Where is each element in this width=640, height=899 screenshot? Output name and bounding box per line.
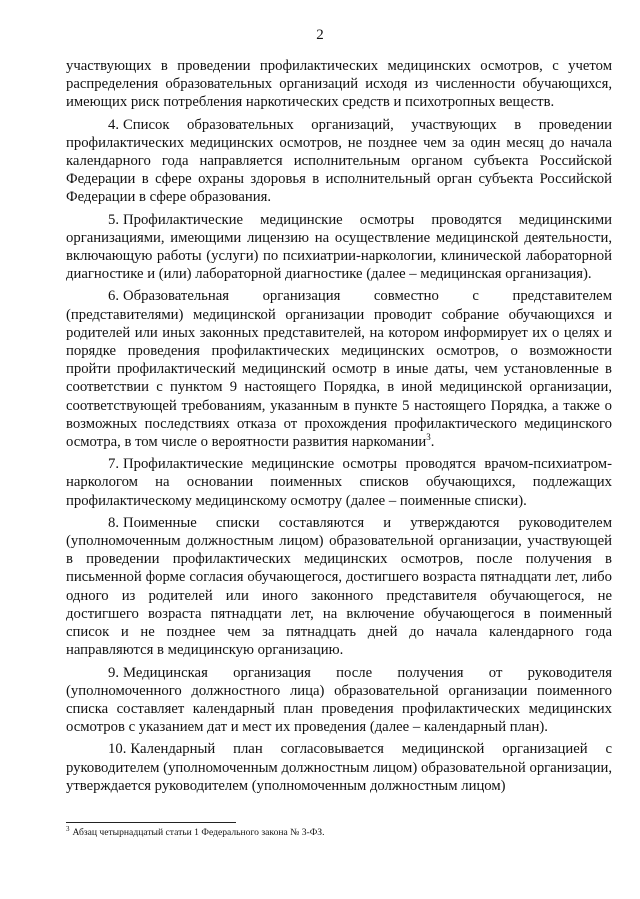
paragraph-number: 10.: [108, 741, 127, 758]
paragraph-4: [66, 116, 612, 207]
paragraph-8: [66, 514, 612, 660]
document-body: [66, 57, 612, 795]
paragraph-text: Образовательная организация совместно с представителем (представителями) медицинской организации проводит собрание обучающихся и родителей или иных законных представителей, на котором информирует их о целях и порядке проведения профилактических медицинских осмотров, о возможности пройти профилактический медицинский осмотр в иные даты, чем установленные в соответствии с пунктом 9 настоящего Порядка, в иной медицинской организации, соответствующей требованиям, указанным в пункте 5 настоящего Порядка, а также о возможных последствиях отказа от прохождения профилактического медицинского осмотра, в том числе о вероятности развития наркомании: [66, 288, 612, 451]
paragraph-text: Профилактические медицинские осмотры проводятся медицинскими организациями, имеющими лицензию на осуществление медицинской деятельности, включающую работы (услуги) по психиатрии-наркологии, клинической лабораторной диагностике и (или) лабораторной диагностике (далее – медицинская организация).: [66, 211, 612, 283]
paragraph-10: [66, 740, 612, 795]
footnote-reference[interactable]: 3: [426, 432, 431, 443]
footnote-text: Абзац четырнадцатый статьи 1 Федерального закона № 3-ФЗ.: [72, 827, 325, 838]
footnote: [66, 824, 612, 839]
paragraph-7: [66, 455, 612, 510]
paragraph-text: Поименные списки составляются и утверждаются руководителем (уполномоченным должностным лицом) образовательной организации, участвующей в проведении профилактических медицинских осмотров, после получения в письменной форме согласия обучающегося, достигшего возраста пятнадцати лет, либо одного из родителей или иного законного представителя обучающегося, не достигшего возраста пятнадцати лет, на включение обучающегося в поименный список и не позднее чем за пятнадцать дней до начала календарного года направляются в медицинскую организацию.: [66, 514, 612, 659]
paragraph-number: 6.: [108, 288, 120, 305]
paragraph-number: 7.: [108, 456, 120, 473]
paragraph-text: Список образовательных организаций, участвующих в проведении профилактических медицинских осмотров, не позднее чем за один месяц до начала календарного года направляется исполнительным органом субъекта Российской Федерации в сфере охраны здоровья в исполнительный орган субъекта Российской Федерации в сфере образования.: [66, 116, 612, 206]
paragraph-text: Календарный план согласовывается медицинской организацией с руководителем (уполномоченным должностным лицом) образовательной организации, утверждается руководителем (уполномоченным должностным лицом): [66, 741, 612, 794]
paragraph-text: Профилактические медицинские осмотры проводятся врачом-психиатром-наркологом на основании поименных списков обучающихся, подлежащих профилактическому медицинскому осмотру (далее – поименные списки).: [66, 456, 612, 509]
paragraph-9: [66, 664, 612, 737]
paragraph-6: 6. Образовательная организация совместно с представителем (представителями) медицинской организации проводит собрание обучающихся и родителей или иных законных представителей, на котором информирует их о целях и порядке проведения профилактических медицинских осмотров, о возможности пройти профилактический медицинский осмотр в иные даты, чем установленные в соответствии с пунктом 9 настоящего Порядка, в иной медицинской организации, соответствующей требованиям, указанным в пункте 5 настоящего Порядка, а также о возможных последствиях отказа от прохождения профилактического медицинского осмотра, в том числе о вероятности развития наркомании$^3$.: [66, 288, 612, 451]
paragraph-number: 8.: [108, 514, 120, 531]
paragraph-text: Медицинская организация после получения от руководителя (уполномоченного должностного лица) образовательной организации поименного списка составляет календарный план проведения профилактических медицинских осмотров с указанием дат и мест их проведения (далее – календарный план).: [66, 664, 612, 736]
paragraph-number: 9.: [108, 664, 120, 681]
paragraph-number: 5.: [108, 211, 120, 228]
footnote-marker: 3: [66, 824, 70, 833]
paragraph-text: участвующих в проведении профилактических медицинских осмотров, с учетом распределения образовательных организаций исходя из численности обучающихся, имеющих риск потребления наркотических средств и психотропных веществ.: [66, 58, 612, 111]
footnote-divider: [66, 822, 236, 823]
paragraph-continuation: [66, 57, 612, 112]
paragraph-5: [66, 211, 612, 284]
page-number: 2: [316, 27, 324, 43]
paragraph-number: 4.: [108, 116, 120, 133]
